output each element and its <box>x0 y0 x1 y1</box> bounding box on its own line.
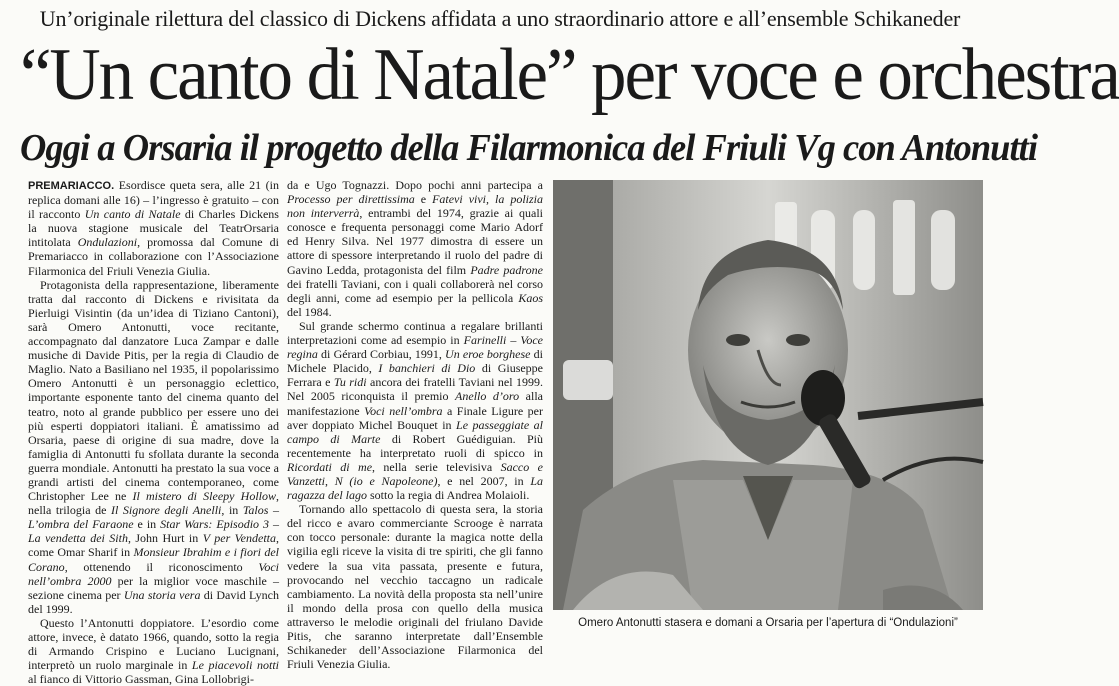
article-column-1 <box>28 178 280 686</box>
work-title: Le passeggiate al campo di Marte <box>287 417 543 446</box>
text: di Giuseppe Ferrara e <box>287 361 544 390</box>
work-title: La ragazza del lago <box>287 473 543 503</box>
text: del 1984. <box>287 304 332 319</box>
text: al fianco di Vittorio Gassman, Gina Lollobrigi- <box>28 672 255 686</box>
dateline: PREMARIACCO. <box>28 180 115 192</box>
work-title: N (io e Napoleone) <box>334 473 438 488</box>
text: di David Lynch del 1999. <box>28 587 280 616</box>
work-title: Kaos <box>518 290 543 305</box>
article-column-2 <box>287 178 544 672</box>
work-title: Una storia vera <box>123 587 201 602</box>
work-title: Un eroe borghese <box>445 347 531 362</box>
paragraph <box>287 319 543 502</box>
text: alla manifestazione <box>287 389 543 418</box>
text: a Finale Ligure per aver doppiato Michel Bouquet in <box>287 403 543 432</box>
paragraph <box>28 616 279 686</box>
text: , entrambi del 1974, grazie ai quali conosce e frequenta personaggi come Mario Adorf ed Henry Silva. Nel 1977 dimostra di essere un attore di spessore interpretando il ruolo del padre di Gavino Ledda, protagonista del film <box>287 206 544 277</box>
work-title: Il mistero di Sleepy Hollow <box>132 489 276 504</box>
text: , John Hurt in <box>127 531 203 546</box>
photo-illustration <box>553 180 983 610</box>
paragraph <box>28 278 279 616</box>
text: , e nel 2007, in <box>437 473 531 488</box>
text: e in <box>133 517 161 532</box>
headline: “Un canto di Natale” per voce e orchestra <box>20 34 1119 116</box>
work-title: Processo per direttissima <box>287 192 415 207</box>
text: , promossa dal Comune di Premariacco in collaborazione con l’Associazione Filarmonica del Friuli Venezia Giulia. <box>28 235 280 278</box>
photo-caption: Omero Antonutti stasera e domani a Orsaria per l’apertura di “Ondulazioni” <box>578 617 958 629</box>
text: e <box>414 192 433 207</box>
work-title: Farinelli – Voce regina <box>287 333 543 362</box>
work-title: Tu ridi <box>333 375 367 390</box>
work-title: Voci nell’ombra 2000 <box>28 559 279 588</box>
work-title: Ondulazioni <box>77 235 138 250</box>
work-title: Talos – L’ombra del Faraone <box>28 503 280 532</box>
text: di Michele Placido, <box>287 347 543 376</box>
paragraph: Tornando allo spettacolo di questa sera, la storia del ricco e avaro commerciante Scrooge è narrata con tocco personale: durante la magica notte della vigilia egli riceve la visita di tre spiriti, che gli fanno vedere la sua vita passata, presente e futura, provocando nel vecchio taccagno un radicale cambiamento. La novità della proposta sta nell’unire il mondo della prosa con quello della musica attraverso le melodie originali del friulano Davide Pitis, che saranno interpretate dall’Ensemble Schikaneder dell’Associazione Filarmonica del Friuli Venezia Giulia. <box>287 502 543 672</box>
paragraph <box>28 178 279 278</box>
text: da e Ugo Tognazzi. Dopo pochi anni partecipa a <box>287 178 543 192</box>
text: , come Omar Sharif in <box>28 531 280 560</box>
text: Esordisce queta sera, alle 21 (in replica domani alle 16) – l’ingresso è gratuito – con il racconto <box>28 178 280 222</box>
work-title: Monsieur Ibrahim e i fiori del Corano <box>28 545 279 574</box>
work-title: Il Signore degli Anelli <box>111 503 222 518</box>
text: per la miglior voce maschile – sezione cinema per <box>28 573 279 602</box>
work-title: Le piacevoli notti <box>191 658 279 673</box>
work-title: Un canto di Natale <box>84 207 181 222</box>
text: , in <box>221 503 243 518</box>
work-title: Voci nell’ombra <box>364 403 443 418</box>
work-title: Fatevi vivi, la polizia non interverrà <box>287 192 543 221</box>
work-title: Sacco e Vanzetti <box>287 459 543 488</box>
text: Sul grande schermo continua a regalare brillanti interpretazioni come ad esempio in <box>287 318 543 348</box>
text: , nella trilogia de <box>28 489 279 518</box>
text: ancora dei fratelli Taviani nel 1999. Nel 2005 riconquista il premio <box>287 375 543 404</box>
text: , nella serie televisiva <box>372 459 501 474</box>
work-title: Padre padrone <box>470 262 543 277</box>
text: Protagonista della rappresentazione, liberamente tratta dal racconto di Dickens e rivisitata da Pierluigi Visintin (da un’idea di Tiziano Cantoni), sarà Omero Antonutti, voce recitante, accompagnato dal danzatore Luca Zampar e dalle musiche di Davide Pitis, per la regia di Claudio de Maglio. Nato a Basiliano nel 1935, il popolarissimo Omero Antonutti è un personaggio eclettico, importante esponente tanto del cinema quanto del teatro, noto al grande pubblico per essere uno dei più esperti doppiatori italiani. È amatissimo ad Orsaria, paese di origine di sua madre, dove la famiglia di Antonutti fu sfollata durante la seconda guerra mondiale. Antonutti ha prestato la sua voce a grandi artisti del cinema contemporaneo, come Christopher Lee ne <box>28 277 279 504</box>
paragraph <box>287 178 543 319</box>
kicker: Un’originale rilettura del classico di Dickens affidata a uno straordinario attore e all’ensemble Schikaneder <box>39 6 961 31</box>
work-title: Star Wars: Episodio 3 – La vendetta dei Sith <box>28 517 280 546</box>
work-title: I banchieri di Dio <box>378 361 476 376</box>
text: , <box>325 473 335 488</box>
work-title: V per Vendetta <box>202 531 277 546</box>
text: di Gérard Corbiau, 1991, <box>317 347 446 362</box>
subheadline: Oggi a Orsaria il progetto della Filarmonica del Friuli Vg con Antonutti <box>20 127 1037 169</box>
text: dei fratelli Taviani, con i quali collaborerà nel corso degli anni, come ad esempio per la pellicola <box>287 276 543 305</box>
text: di Charles Dickens la nuova stagione musicale del TeatrOrsaria intitolata <box>28 207 279 250</box>
text: sotto la regia di Andrea Molaioli. <box>367 488 530 503</box>
text: , ottenendo il riconoscimento <box>64 559 259 574</box>
work-title: Anello d’oro <box>455 389 520 404</box>
text: Questo l’Antonutti doppiatore. L’esordio come attore, invece, è datato 1966, quando, sotto la regia di Armando Crispino e Luciano Lucignani, interpretò un ruolo marginale in <box>28 615 279 673</box>
portrait-photo <box>553 180 983 610</box>
text: di Robert Guédiguian. Più recentemente ha interpretato ruoli di spicco in <box>287 431 543 460</box>
work-title: Ricordati di me <box>287 459 373 474</box>
